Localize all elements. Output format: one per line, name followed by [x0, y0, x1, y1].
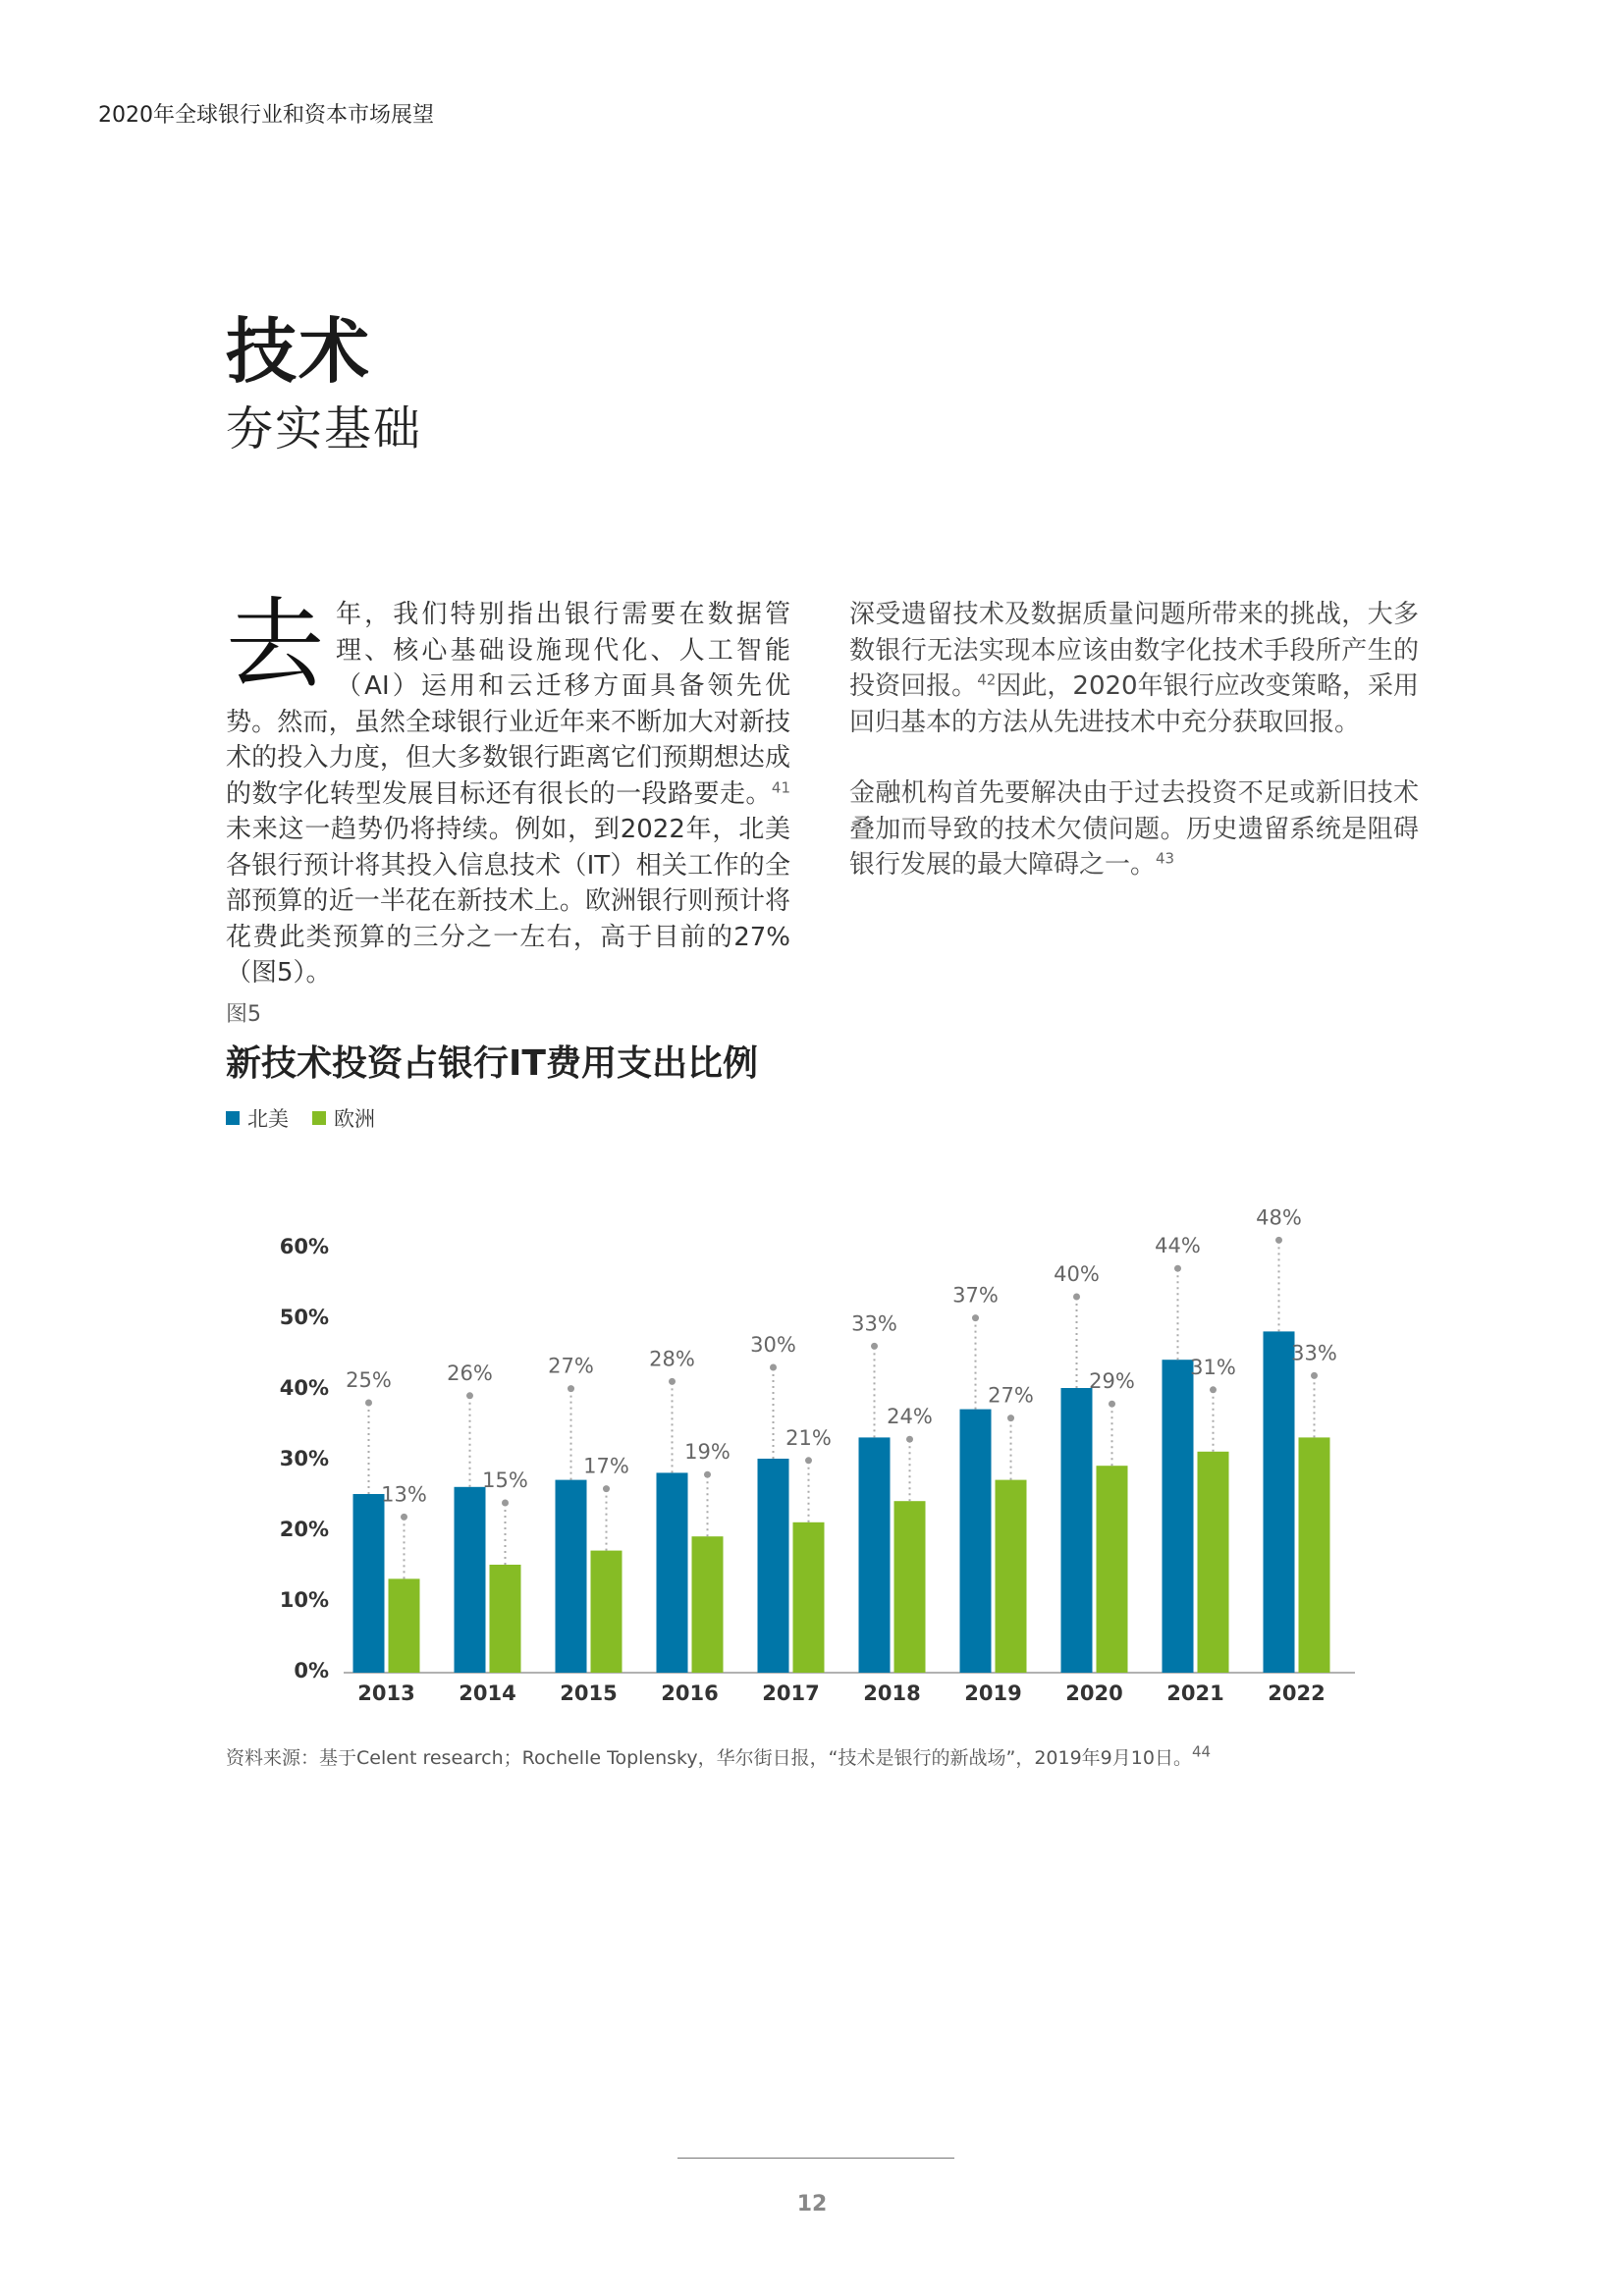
- data-label: 21%: [785, 1425, 832, 1450]
- x-tick-label: 2018: [863, 1682, 921, 1705]
- x-tick-label: 2014: [459, 1682, 516, 1705]
- data-label-dot: [1174, 1265, 1181, 1272]
- data-label-dot: [1311, 1372, 1318, 1379]
- bar-europe: [1097, 1466, 1128, 1673]
- section-title: 技术: [226, 310, 372, 393]
- footnote-ref: 44: [1191, 1742, 1212, 1761]
- bar-europe: [1299, 1437, 1330, 1673]
- running-header: 2020年全球银行业和资本市场展望: [98, 103, 434, 128]
- y-tick-label: 20%: [279, 1518, 329, 1541]
- data-label: 27%: [988, 1383, 1034, 1408]
- data-label: 24%: [887, 1405, 933, 1429]
- footnote-ref: 43: [1156, 849, 1175, 868]
- legend-label: 北美: [247, 1107, 289, 1131]
- data-label-dot: [704, 1471, 711, 1478]
- x-tick-label: 2019: [964, 1682, 1022, 1705]
- figure-title: 新技术投资占银行IT费用支出比例: [226, 1043, 758, 1084]
- source-text: 资料来源：基于Celent research；Rochelle Toplensky，华尔街日报，“技术是银行的新战场”，2019年9月10日。: [226, 1747, 1192, 1769]
- bar-europe: [591, 1551, 623, 1673]
- bar-north-america: [1163, 1360, 1194, 1673]
- data-label-dot: [972, 1314, 979, 1321]
- body-paragraph: [849, 775, 1419, 883]
- bar-north-america: [657, 1472, 688, 1673]
- data-label: 19%: [684, 1440, 731, 1465]
- data-label-dot: [1073, 1294, 1080, 1301]
- page-number: 12: [796, 2192, 828, 2216]
- bar-europe: [389, 1578, 420, 1673]
- data-label-dot: [805, 1457, 812, 1464]
- data-label: 33%: [1291, 1341, 1337, 1365]
- paragraph-text: 深受遗留技术及数据质量问题所带来的挑战，大多数银行无法实现本应该由数字化技术手段所产生的投资回报。: [849, 600, 1419, 701]
- data-label: 29%: [1089, 1369, 1135, 1394]
- bar-north-america: [556, 1480, 587, 1673]
- data-label: 25%: [346, 1368, 392, 1392]
- data-label: 40%: [1054, 1262, 1100, 1286]
- paragraph-text: 金融机构首先要解决由于过去投资不足或新旧技术叠加而导致的技术欠债问题。历史遗留系统是阻碍银行发展的最大障碍之一。: [849, 778, 1419, 880]
- y-tick-label: 30%: [279, 1447, 329, 1470]
- data-label-dot: [871, 1343, 878, 1350]
- x-tick-label: 2015: [560, 1682, 618, 1705]
- paragraph-text: 年，我们特别指出银行需要在数据管理、核心基础设施现代化、人工智能（AI）运用和云迁移方面具备领先优势。然而，虽然全球银行业近年来不断加大对新技术的投入力度，但大多数银行距离它们预期想达成的数字化转型发展目标还有很长的一段路要走。: [226, 600, 790, 809]
- data-label-dot: [603, 1485, 610, 1492]
- x-tick-label: 2022: [1268, 1682, 1326, 1705]
- data-label-dot: [906, 1436, 913, 1443]
- data-label: 13%: [381, 1482, 427, 1507]
- bar-north-america: [1061, 1388, 1093, 1673]
- data-label-dot: [568, 1385, 574, 1392]
- legend-item-north-america: [226, 1103, 289, 1133]
- data-label: 30%: [750, 1333, 796, 1357]
- data-label-dot: [1007, 1415, 1014, 1421]
- data-label-dot: [401, 1514, 407, 1521]
- drop-cap: 去: [226, 587, 324, 702]
- data-label: 15%: [482, 1468, 528, 1492]
- bar-europe: [793, 1522, 825, 1673]
- bar-europe: [1198, 1452, 1229, 1673]
- footnote-ref: 41: [771, 777, 790, 796]
- data-label: 28%: [649, 1347, 695, 1371]
- x-tick-label: 2017: [762, 1682, 820, 1705]
- data-label-dot: [1210, 1386, 1217, 1393]
- bar-north-america: [455, 1487, 486, 1673]
- bar-north-america: [758, 1459, 789, 1673]
- paragraph-text: 未来这一趋势仍将持续。例如，到2022年，北美各银行预计将其投入信息技术（IT）相关工作的全部预算的近一半花在新技术上。欧洲银行则预计将花费此类预算的三分之一左右，高于目前的27%（图5）。: [226, 815, 790, 988]
- bar-north-america: [960, 1410, 992, 1673]
- bar-north-america: [353, 1494, 385, 1673]
- y-tick-label: 0%: [294, 1659, 329, 1682]
- legend-swatch: [312, 1111, 326, 1125]
- bar-europe: [996, 1480, 1027, 1673]
- y-tick-label: 40%: [279, 1376, 329, 1400]
- data-label: 26%: [447, 1361, 493, 1385]
- legend-swatch: [226, 1111, 240, 1125]
- y-tick-label: 50%: [279, 1306, 329, 1329]
- x-tick-label: 2021: [1166, 1682, 1224, 1705]
- data-label: 44%: [1155, 1234, 1201, 1258]
- data-label-dot: [466, 1392, 473, 1399]
- chart-legend: [226, 1103, 375, 1133]
- data-label: 33%: [851, 1311, 897, 1336]
- data-label-dot: [1275, 1237, 1282, 1244]
- footnote-ref: 42: [977, 670, 997, 689]
- x-tick-label: 2013: [357, 1682, 415, 1705]
- legend-label: 欧洲: [334, 1107, 375, 1131]
- bar-europe: [692, 1536, 724, 1673]
- y-tick-label: 60%: [279, 1235, 329, 1258]
- data-label: 17%: [583, 1454, 629, 1478]
- figure-source: [226, 1743, 1211, 1770]
- bar-europe: [894, 1501, 926, 1673]
- body-right-column: [849, 597, 1419, 919]
- body-paragraph: [849, 597, 1419, 740]
- data-label: 31%: [1190, 1355, 1236, 1379]
- data-label: 48%: [1256, 1205, 1302, 1230]
- bar-north-america: [1264, 1331, 1295, 1673]
- bar-chart: [226, 1158, 1384, 1708]
- x-tick-label: 2020: [1065, 1682, 1123, 1705]
- data-label: 37%: [952, 1283, 999, 1308]
- data-label-dot: [770, 1364, 777, 1371]
- data-label-dot: [1109, 1401, 1115, 1408]
- x-tick-label: 2016: [661, 1682, 719, 1705]
- y-tick-label: 10%: [279, 1588, 329, 1612]
- data-label: 27%: [548, 1354, 594, 1378]
- figure-label: 图5: [226, 1002, 261, 1027]
- bar-europe: [490, 1565, 521, 1673]
- data-label-dot: [502, 1500, 509, 1507]
- legend-item-europe: [312, 1103, 375, 1133]
- body-paragraph: [226, 587, 790, 991]
- bar-north-america: [859, 1437, 891, 1673]
- body-left-column: [226, 587, 790, 1027]
- data-label-dot: [669, 1378, 676, 1385]
- data-label-dot: [365, 1400, 372, 1407]
- paragraph-text: 因此，2020年银行应改变策略，采用回归基本的方法从先进技术中充分获取回报。: [849, 671, 1419, 737]
- section-subtitle: 夯实基础: [226, 401, 423, 456]
- footer-divider: [677, 2158, 954, 2159]
